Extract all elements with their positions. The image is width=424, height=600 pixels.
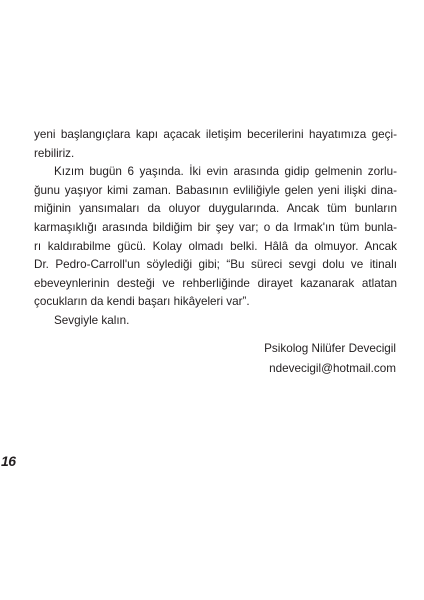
author-name: Psikolog Nilüfer Devecigil [264, 342, 396, 355]
closing-line: Sevgiyle kalın. [54, 313, 130, 327]
page-number: 16 [1, 453, 16, 469]
text-line: rı kaldırabilme gücü. Kolay olmadı belki. Hâlâ da olmuyor. Ancak [34, 239, 397, 253]
signature-block [264, 339, 396, 378]
text-line: karmaşıklığı arasında bildiğim bir şey var; o da Irmak'ın tüm bunla- [34, 220, 397, 234]
text-line: Kızım bugün 6 yaşında. İki evin arasında gidip gelmenin zorlu- [54, 165, 397, 179]
text-line: rebiliriz. [34, 146, 75, 160]
text-line: ğunu yaşıyor kimi zaman. Babasının evliliğiyle gelen yeni ilişki dina- [34, 183, 397, 197]
text-line: çocukların da kendi başarı hikâyeleri var”. [34, 295, 250, 309]
text-line: yeni başlangıçlara kapı açacak iletişim becerilerini hayatımıza geçi- [34, 128, 397, 141]
text-line: ebeveynlerinin desteği ve rehberliğinde dirayet kazanarak atlatan [34, 276, 397, 290]
author-email: ndevecigil@hotmail.com [269, 361, 396, 375]
body-text [34, 126, 397, 331]
text-line: miğinin yansımaları da oluyor duygularında. Ancak tüm bunların [34, 202, 397, 216]
text-line: Dr. Pedro-Carroll'un söylediği gibi; “Bu süreci sevgi dolu ve itinalı [34, 258, 397, 272]
